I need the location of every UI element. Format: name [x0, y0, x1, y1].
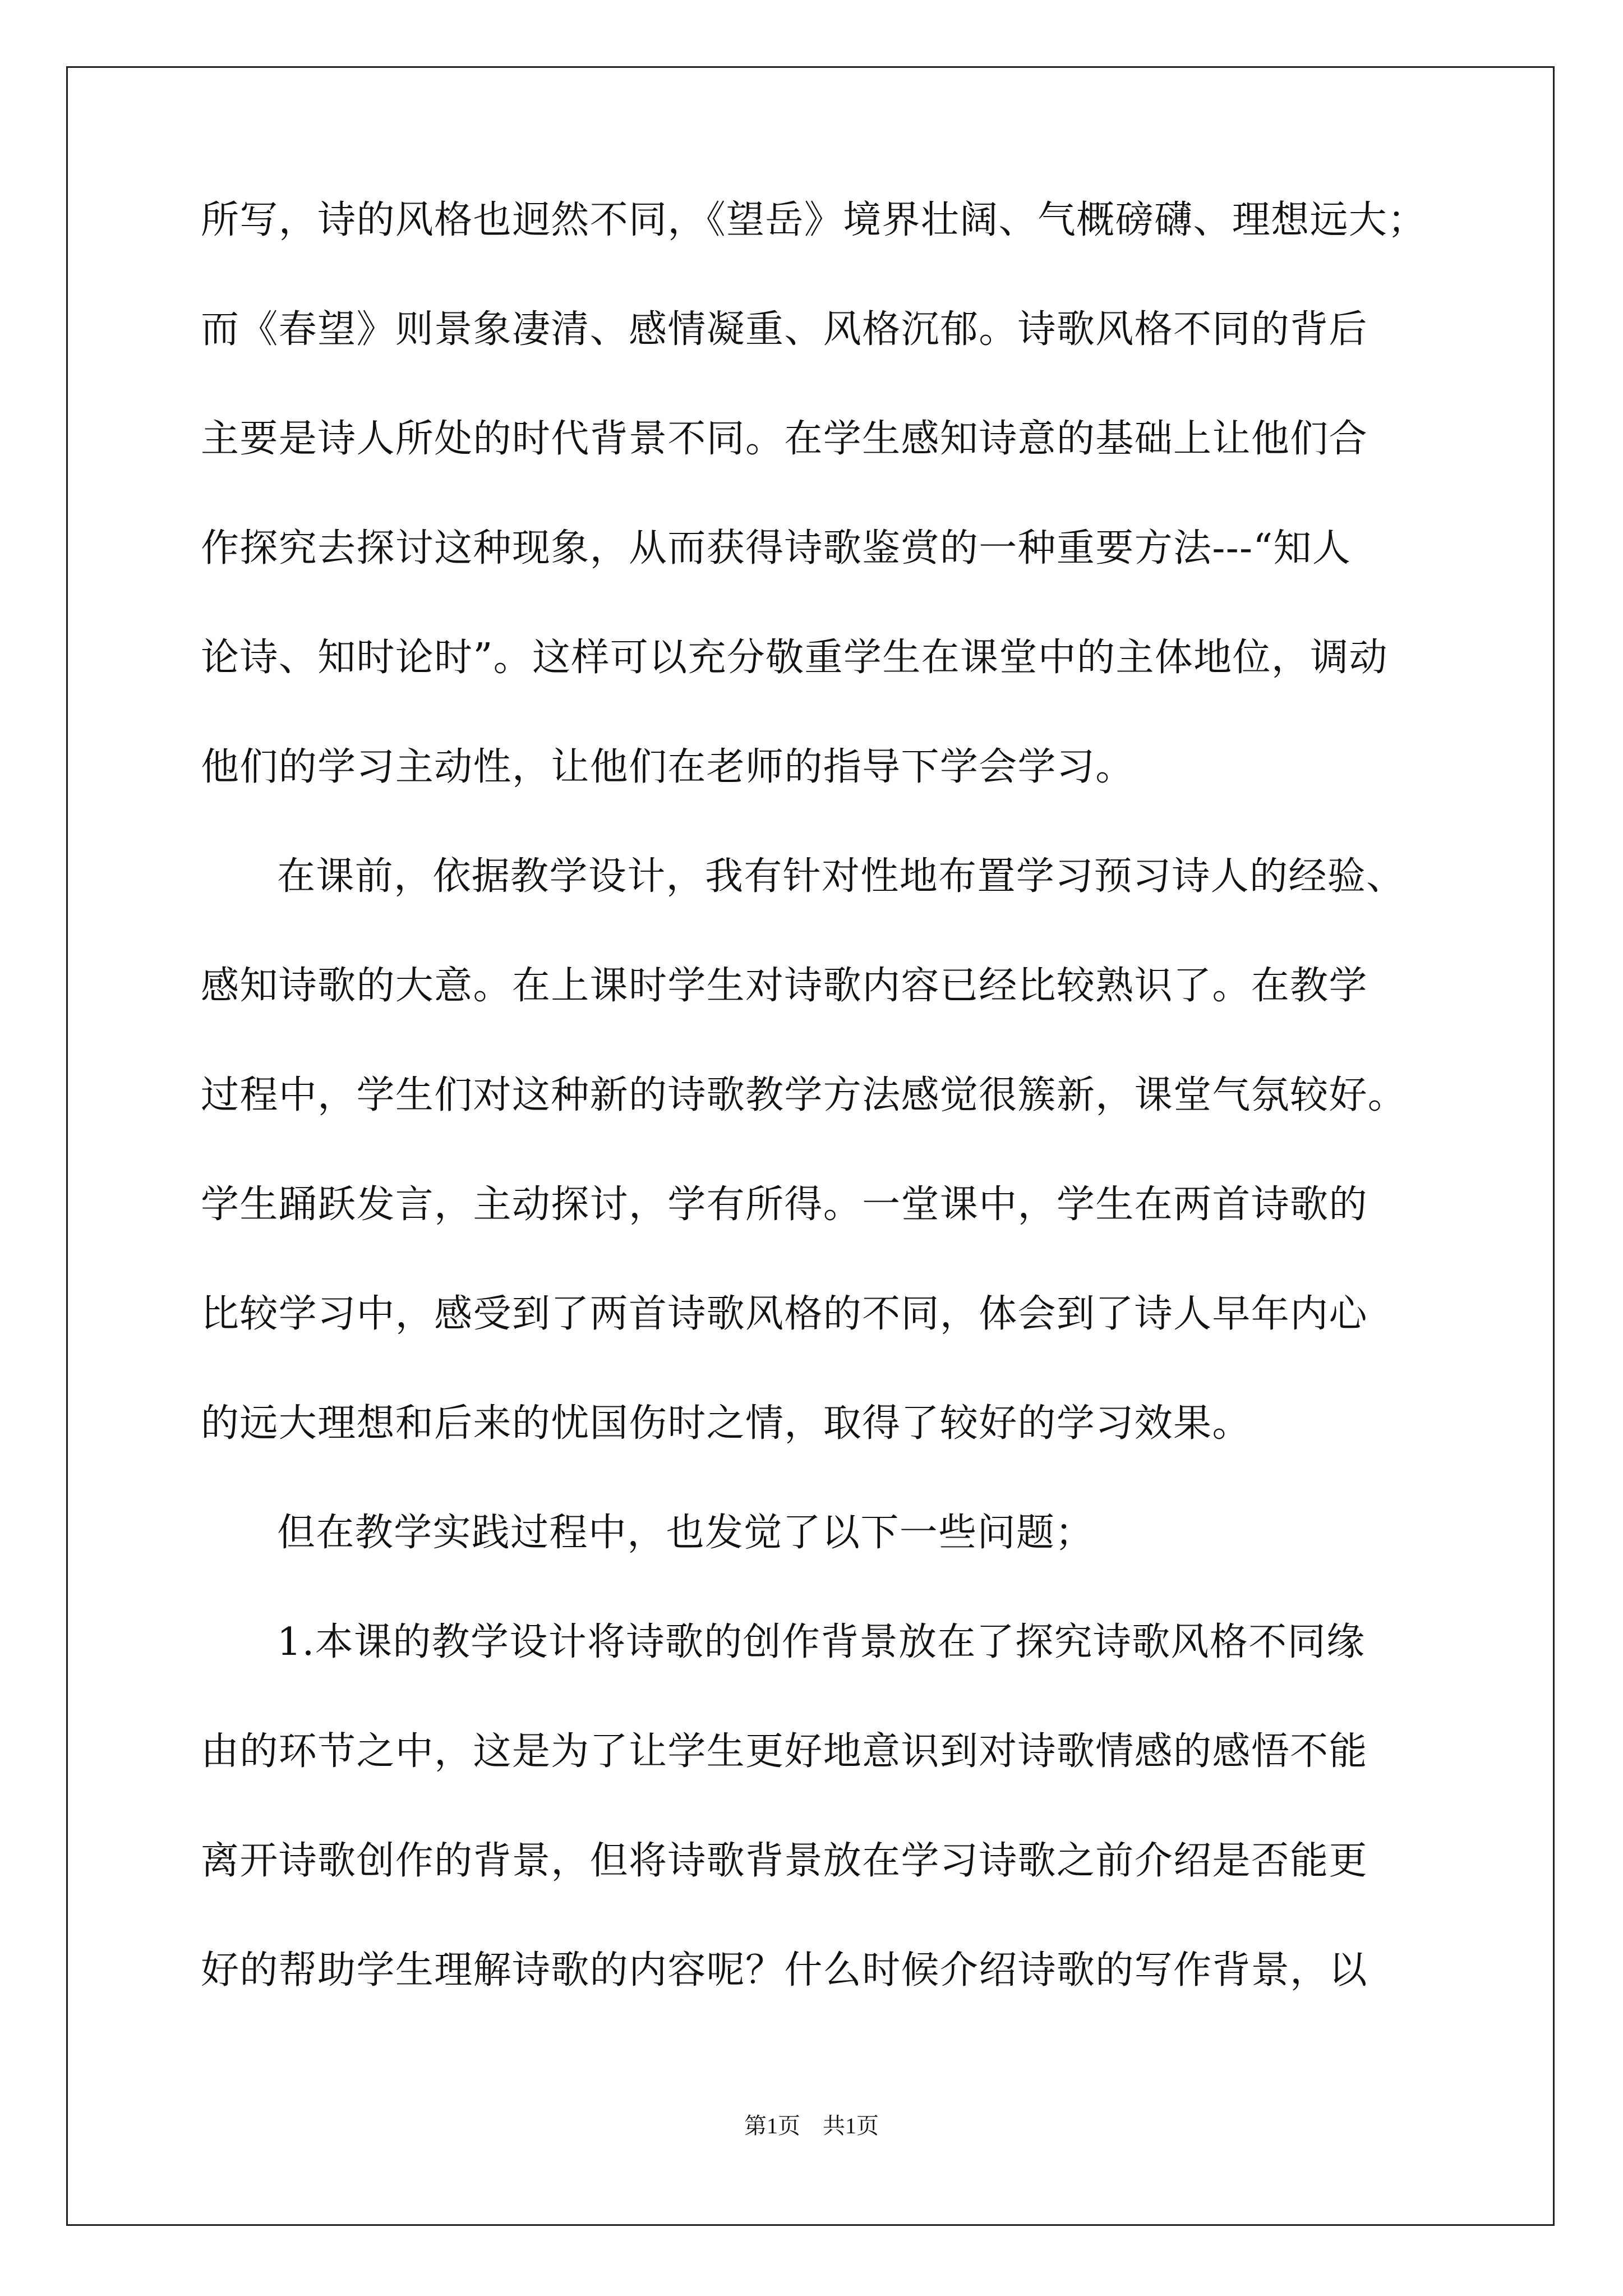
- text-line: 主要是诗人所处的时代背景不同。在学生感知诗意的基础上让他们合: [201, 417, 1368, 461]
- paragraph-start-line: 但在教学实践过程中，也发觉了以下一些问题；: [277, 1511, 1094, 1555]
- text-line: 比较学习中，感受到了两首诗歌风格的不同，体会到了诗人早年内心: [201, 1292, 1368, 1336]
- page-border: [66, 66, 1555, 2226]
- text-line: 过程中，学生们对这种新的诗歌教学方法感觉很簇新，课堂气氛较好。: [201, 1073, 1407, 1117]
- text-line: 好的帮助学生理解诗歌的内容呢？什么时候介绍诗歌的写作背景，以: [201, 1948, 1368, 1993]
- paragraph-start-line: 1.本课的教学设计将诗歌的创作背景放在了探究诗歌风格不同缘: [277, 1620, 1366, 1664]
- text-line: 所写，诗的风格也迥然不同，《望岳》境界壮阔、气概磅礴、理想远大；: [201, 198, 1427, 242]
- text-line: 学生踊跃发言，主动探讨，学有所得。一堂课中，学生在两首诗歌的: [201, 1182, 1368, 1227]
- text-line: 而《春望》则景象凄清、感情凝重、风格沉郁。诗歌风格不同的背后: [201, 307, 1368, 352]
- page-footer: 第1页 共1页: [744, 2113, 879, 2138]
- paragraph-start-line: 在课前，依据教学设计，我有针对性地布置学习预习诗人的经验、: [277, 854, 1405, 899]
- text-line: 论诗、知时论时”。这样可以充分敬重学生在课堂中的主体地位，调动: [201, 636, 1388, 680]
- text-line: 由的环节之中，这是为了让学生更好地意识到对诗歌情感的感悟不能: [201, 1729, 1368, 1774]
- text-line: 作探究去探讨这种现象，从而获得诗歌鉴赏的一种重要方法---“知人: [201, 526, 1352, 570]
- text-line: 离开诗歌创作的背景，但将诗歌背景放在学习诗歌之前介绍是否能更: [201, 1839, 1368, 1883]
- text-line: 他们的学习主动性，让他们在老师的指导下学会学习。: [201, 745, 1135, 789]
- text-line: 感知诗歌的大意。在上课时学生对诗歌内容已经比较熟识了。在教学: [201, 964, 1368, 1008]
- text-line: 的远大理想和后来的忧国伤时之情，取得了较好的学习效果。: [201, 1401, 1251, 1446]
